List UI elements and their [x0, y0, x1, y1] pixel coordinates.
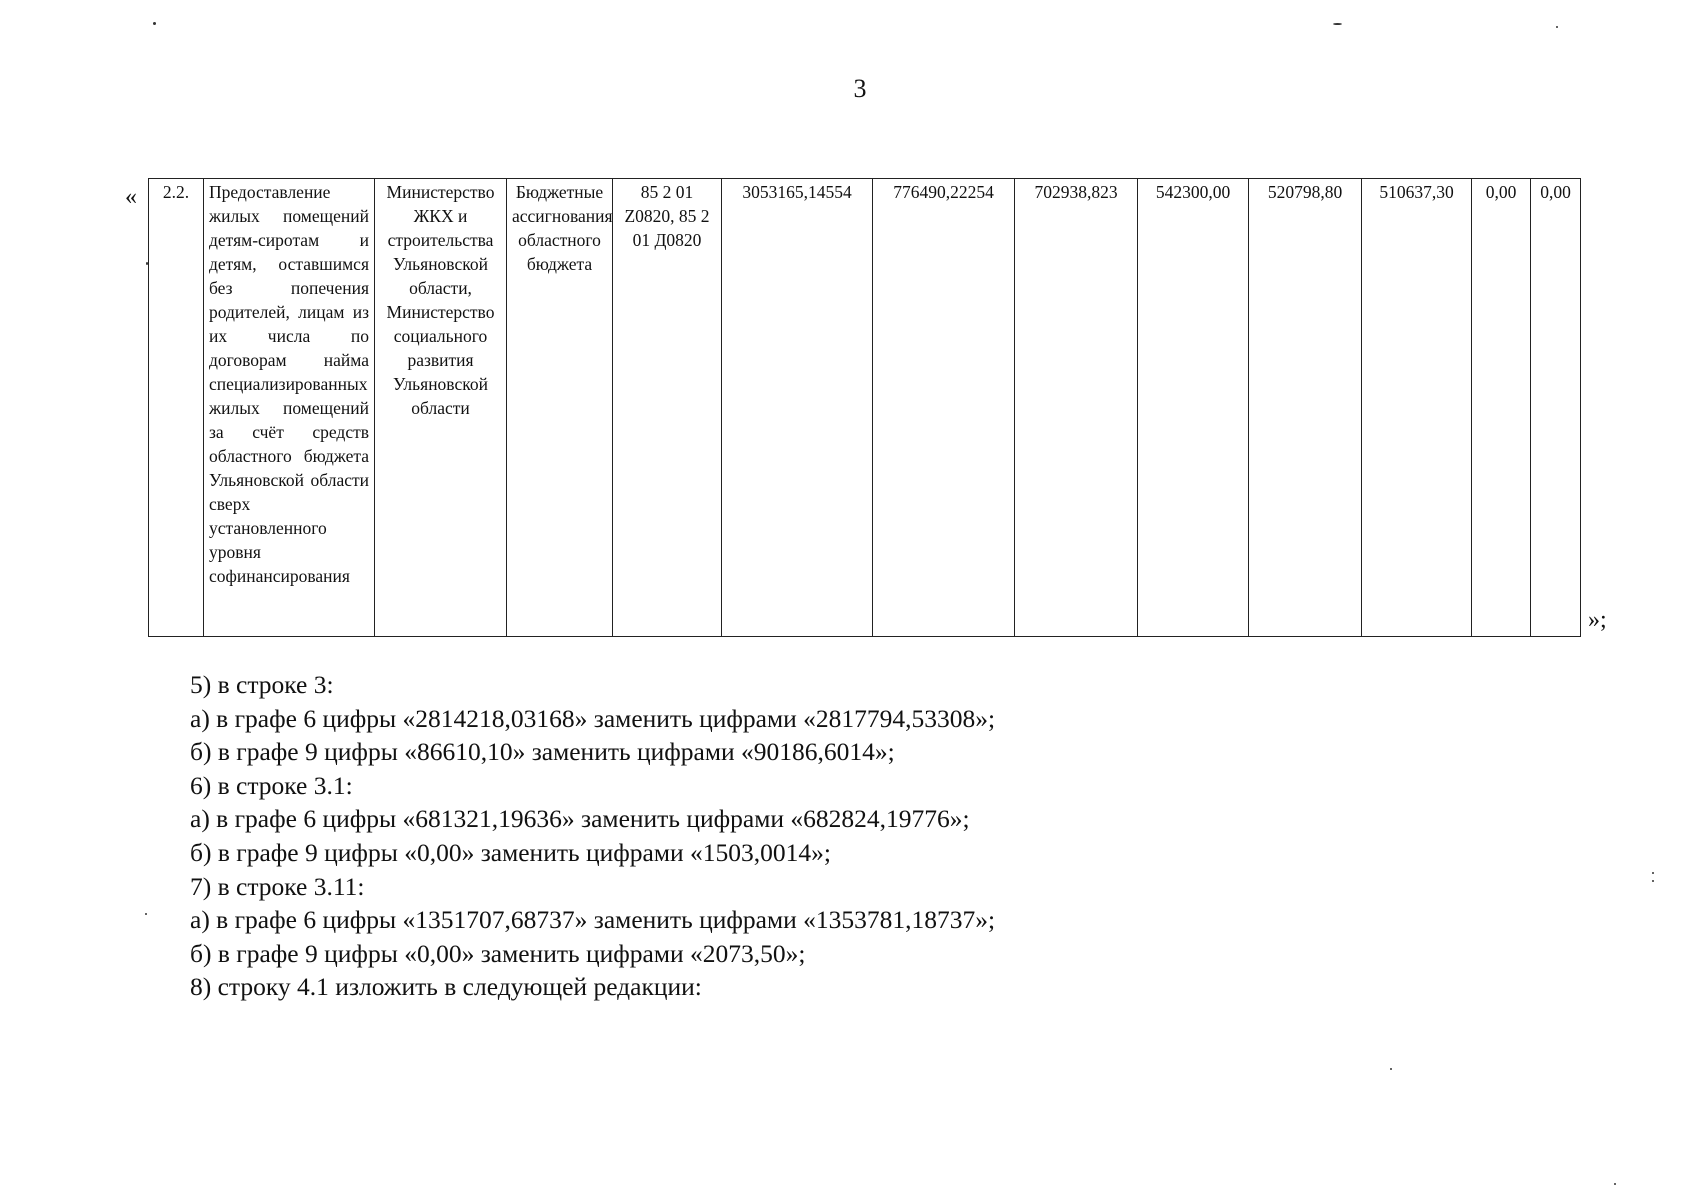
budget-codes-cell: 85 2 01 Z0820, 85 2 01 Д0820 [613, 179, 722, 637]
table-row [149, 179, 1581, 637]
scan-speck [1333, 23, 1342, 25]
value-cell-year-2: 702938,823 [1015, 179, 1138, 637]
text-line: б) в графе 9 цифры «0,00» заменить цифрами «2073,50»; [190, 938, 806, 968]
value-cell-year-5: 510637,30 [1362, 179, 1472, 637]
text-line: 8) строку 4.1 изложить в следующей редакции: [190, 972, 702, 1002]
row-number-cell: 2.2. [149, 179, 204, 637]
scan-speck [146, 262, 148, 265]
scan-speck [153, 22, 156, 25]
scan-speck [1614, 1183, 1616, 1185]
amendments-text [190, 668, 995, 1004]
funding-source-cell: Бюджетные ассигнования областного бюджета [507, 179, 613, 637]
text-line: б) в графе 9 цифры «0,00» заменить цифрами «1503,0014»; [190, 837, 831, 867]
value-cell-total: 3053165,14554 [722, 179, 873, 637]
text-line: б) в графе 9 цифры «86610,10» заменить цифрами «90186,6014»; [190, 737, 895, 767]
opening-quote: « [125, 184, 137, 210]
closing-quote: »; [1588, 607, 1607, 633]
value-cell-year-1: 776490,22254 [873, 179, 1015, 637]
text-line: а) в графе 6 цифры «2814218,03168» заменить цифрами «2817794,53308»; [190, 703, 996, 733]
text-line: 5) в строке 3: [190, 670, 334, 699]
measure-name-cell: Предоставление жилых помещений детям-сиротам и детям, оставшимся без попечения родителей, лицам из их числа по договорам найма специализированных жилых помещений за счёт средств областного бюджета Ульяновской области сверх установленного уровня софинансирования [204, 179, 375, 637]
scan-speck [1652, 872, 1654, 874]
budget-table [148, 178, 1581, 637]
scan-speck [1556, 26, 1558, 28]
page-number: 3 [853, 74, 867, 103]
text-line: а) в графе 6 цифры «1351707,68737» заменить цифрами «1353781,18737»; [190, 905, 996, 935]
value-cell-year-6: 0,00 [1472, 179, 1531, 637]
executors-cell: Министерство ЖКХ и строительства Ульяновской области, Министерство социального развития Ульяновской области [375, 179, 507, 637]
text-line: а) в графе 6 цифры «681321,19636» заменить цифрами «682824,19776»; [190, 804, 970, 834]
text-line: 7) в строке 3.11: [190, 871, 365, 901]
value-cell-year-4: 520798,80 [1249, 179, 1362, 637]
value-cell-year-7: 0,00 [1531, 179, 1581, 637]
text-line: 6) в строке 3.1: [190, 770, 353, 800]
scan-speck [1652, 880, 1654, 882]
scan-speck [1390, 1068, 1392, 1070]
scan-speck [145, 913, 147, 915]
value-cell-year-3: 542300,00 [1138, 179, 1249, 637]
